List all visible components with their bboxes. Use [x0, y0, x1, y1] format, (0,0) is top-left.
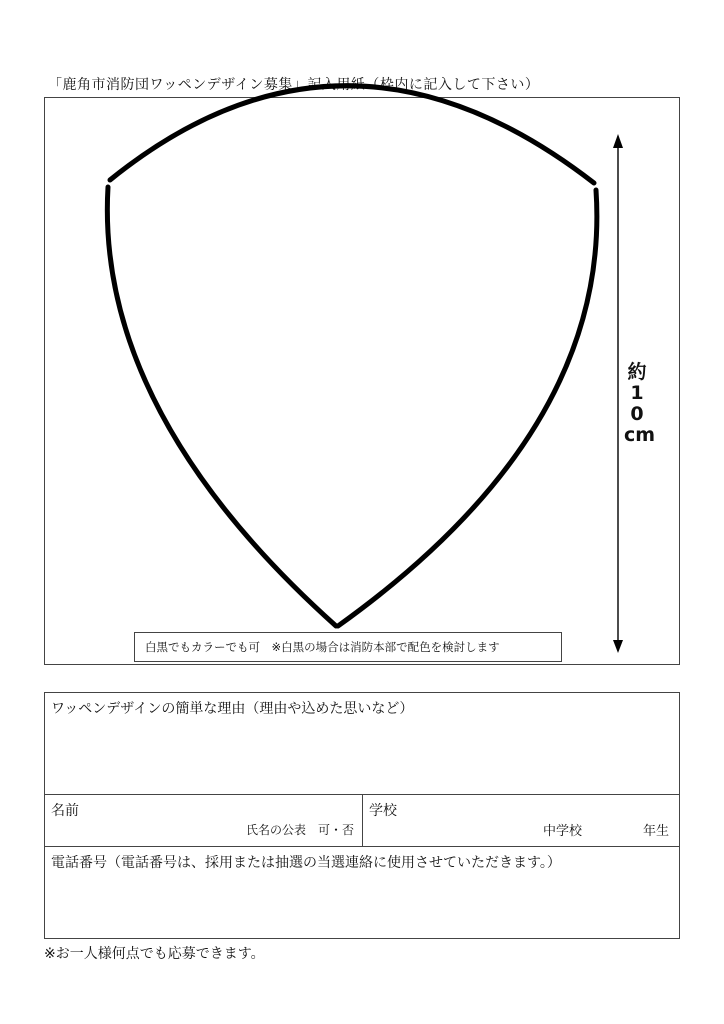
size-label — [624, 361, 656, 446]
footer-note: ※お一人様何点でも応募できます。 — [44, 946, 265, 962]
color-note: 白黒でもカラーでも可 ※白黒の場合は消防本部で配色を検討します — [134, 632, 562, 662]
shield-left-side — [107, 187, 336, 626]
dimension-arrow — [613, 134, 623, 653]
school-label: 学校 — [369, 803, 397, 819]
size-label-char: cm — [624, 424, 656, 446]
form-title: 「鹿角市消防団ワッペンデザイン募集」記入用紙（枠内に記入して下さい） — [48, 77, 540, 93]
size-label-char: 1 — [630, 382, 644, 404]
phone-label: 電話番号（電話番号は、採用または抽選の当選連絡に使用させていただきます。） — [51, 855, 561, 871]
school-field[interactable] — [363, 795, 679, 847]
shield-right-side — [338, 190, 597, 626]
shield-top-arc — [110, 86, 594, 183]
size-label-char: 0 — [630, 403, 644, 425]
school-suffix: 中学校 — [543, 824, 583, 839]
size-label-char: 約 — [627, 361, 647, 383]
reason-label: ワッペンデザインの簡単な理由（理由や込めた思いなど） — [51, 701, 414, 717]
phone-field[interactable] — [45, 847, 679, 938]
reason-field[interactable] — [45, 693, 679, 795]
name-field[interactable] — [45, 795, 363, 847]
name-public-option[interactable]: 氏名の公表 可・否 — [245, 823, 354, 837]
grade-suffix: 年生 — [642, 824, 669, 839]
name-label: 名前 — [51, 803, 79, 819]
entry-form — [44, 692, 680, 939]
